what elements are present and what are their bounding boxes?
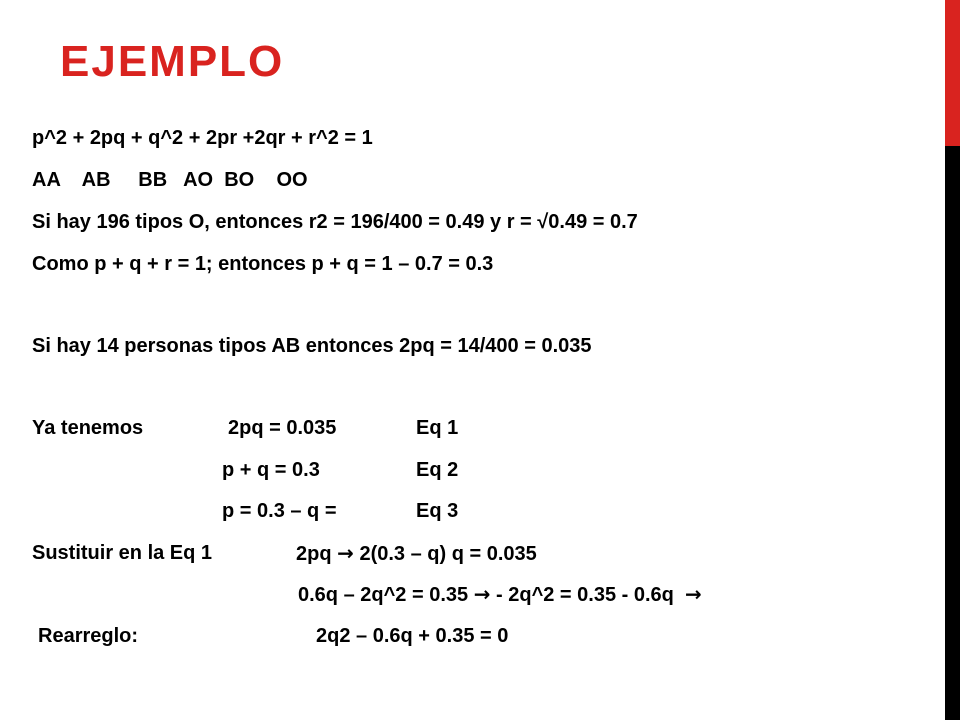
equation-line-1: p^2 + 2pq + q^2 + 2pr +2qr + r^2 = 1: [32, 127, 373, 149]
right-arrow-icon: →: [337, 541, 354, 565]
expanded-rhs: - 2q^2 = 0.35 - 0.6q: [496, 584, 674, 606]
side-accent: [945, 0, 960, 146]
ya-tenemos-label: Ya tenemos: [32, 417, 144, 439]
expanded-lhs: 0.6q – 2q^2 = 0.35: [298, 584, 469, 606]
equation-1: 2pq = 0.035: [228, 417, 337, 439]
substitute-lhs: 2pq: [296, 543, 332, 565]
substitute-label: Sustituir en la Eq 1: [32, 542, 213, 564]
equation-3: p = 0.3 – q =: [222, 500, 337, 522]
equation-2-tag: Eq 2: [416, 459, 459, 481]
text-line-4: Como p + q + r = 1; entonces p + q = 1 – 0.7 = 0.3: [32, 253, 494, 275]
right-arrow-icon: →: [473, 582, 491, 606]
equation-2: p + q = 0.3: [222, 459, 320, 481]
rearreglo-label: Rearreglo:: [38, 625, 139, 647]
substitute-rhs: 2(0.3 – q) q = 0.035: [359, 543, 537, 565]
text-line-5: Si hay 14 personas tipos AB entonces 2pq = 14/400 = 0.035: [32, 335, 592, 357]
right-arrow-icon: →: [685, 582, 702, 606]
substitute-equation: [296, 541, 537, 566]
equation-1-tag: Eq 1: [416, 417, 459, 439]
expanded-equation: [298, 582, 702, 607]
equation-3-tag: Eq 3: [416, 500, 459, 522]
genotype-line: AA AB BB AO BO OO: [32, 169, 308, 191]
slide-title: EJEMPLO: [60, 37, 285, 86]
text-line-3: Si hay 196 tipos O, entonces r2 = 196/400 = 0.49 y r = √0.49 = 0.7: [32, 211, 638, 233]
rearranged-equation: 2q2 – 0.6q + 0.35 = 0: [316, 625, 509, 647]
